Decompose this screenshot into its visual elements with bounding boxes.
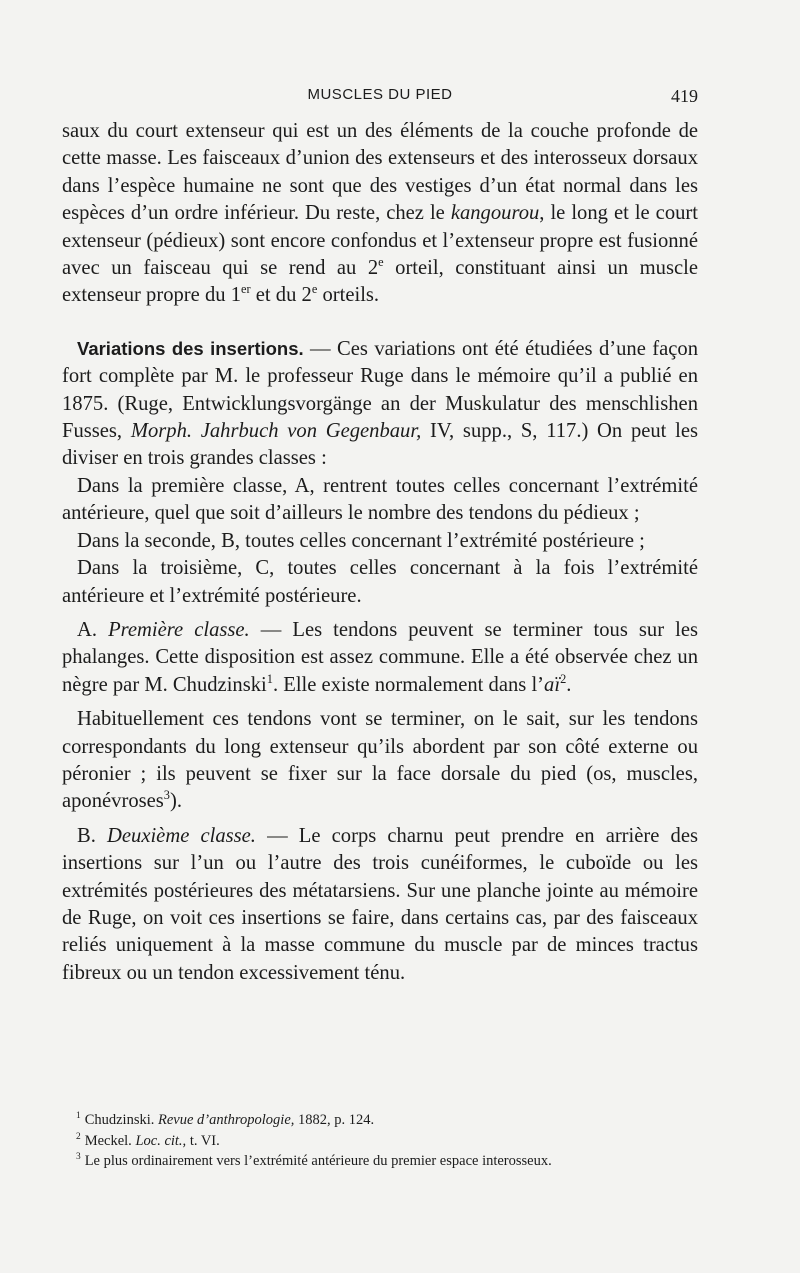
italic-heading: Deuxième classe.: [107, 824, 256, 847]
text-run: — Le corps charnu peut prendre en arrière des insertions sur l’un ou l’autre des trois cunéiformes, le cuboïde ou les extrémités postérieures des métatarsiens. Sur une planche jointe au mémoire de Ruge, on voit ces insertions se faire, dans certains cas, par des faisceaux reliés uniquement à la masse commune du muscle par de minces tractus fibreux ou un tendon excessivement ténu.: [62, 824, 698, 984]
text-run: Le plus ordinairement vers l’extrémité antérieure du premier espace interosseux.: [84, 1153, 552, 1169]
text-run: — Les tendons peuvent se terminer tous sur les phalanges. Cette disposition est assez commune. Elle a été observée chez un nègre par M. Chudzinski: [62, 618, 698, 696]
text-run: Chudzinski.: [84, 1112, 159, 1128]
paragraph-7: [62, 706, 698, 816]
italic-heading: Première classe.: [108, 618, 250, 641]
text-run: t. VI.: [186, 1132, 220, 1149]
italic-citation: Loc. cit.,: [135, 1132, 187, 1149]
superscript: er: [241, 282, 251, 297]
text-run: saux du court extenseur qui est un des éléments de la couche profonde de cette masse. Les faisceaux d’union des extenseurs et des interosseux dorsaux dans l’espèce humaine ne sont que des vestiges d’un état normal dans les espèces d’un ordre inférieur. Du reste, chez le: [62, 120, 698, 225]
text-run: .: [566, 673, 572, 696]
body-text: [62, 118, 698, 987]
text-run: — Ces variations ont été étudiées d’une façon fort complète par M. le professeur Ruge dans le mémoire qu’il a publié en 1875. (Ruge, Entwicklungsvorgänge an der Muskulatur des menschlishen Fusses,: [62, 337, 698, 443]
italic-term: aï: [544, 673, 561, 696]
italic-citation: Revue d’anthropologie,: [158, 1112, 295, 1128]
footnote-3: [76, 1151, 696, 1172]
paragraph-8: [62, 823, 698, 987]
text-run: Habituellement ces tendons vont se terminer, on le sait, sur les tendons correspondants du long extenseur qu’ils abordent par son côté externe ou péronier ; ils peuvent se fixer sur la face dorsale du pied (os, muscles, aponévroses: [62, 708, 698, 813]
paragraph-2: [62, 335, 698, 473]
text-run: , le long et le court extenseur (pédieux) sont encore confondus et l’extenseur propre est fusionné avec un faisceau qui se rend au 2: [62, 202, 698, 280]
footnote-2: [76, 1131, 696, 1152]
page-header: [62, 86, 698, 112]
footnote-mark: 3: [76, 1152, 81, 1163]
running-title: MUSCLES DU PIED: [307, 86, 453, 103]
paragraph-4: Dans la seconde, B, toutes celles concernant l’extrémité postérieure ;: [77, 529, 645, 552]
paragraph-1: [62, 118, 698, 310]
italic-citation: Morph. Jahrbuch von Gegenbaur,: [130, 420, 422, 443]
footnote-1: [76, 1110, 696, 1131]
text-run: A.: [77, 618, 109, 641]
text-run: Meckel.: [84, 1132, 136, 1149]
page-number: 419: [671, 86, 698, 106]
footnote-mark: 2: [76, 1131, 81, 1142]
text-run: orteils.: [317, 284, 380, 307]
paragraph-3: Dans la première classe, A, rentrent toutes celles concernant l’extrémité antérieure, quel que soit d’ailleurs le nombre des tendons du pédieux ;: [62, 474, 698, 525]
text-run: 1882, p. 124.: [294, 1112, 375, 1128]
paragraph-6: [62, 617, 698, 699]
footnote-ref: 3: [163, 788, 170, 803]
footnote-ref: 2: [560, 671, 567, 686]
text-run: orteil, constituant ainsi un muscle extenseur propre du 1: [62, 257, 698, 307]
text-run: et du 2: [250, 284, 312, 307]
superscript: e: [311, 282, 318, 297]
footnote-mark: 1: [76, 1111, 81, 1122]
italic-term: kangourou: [450, 202, 540, 225]
superscript: e: [378, 255, 384, 270]
text-run: B.: [77, 824, 108, 847]
text-run: IV, supp., S, 117.) On peut les diviser en trois grandes classes :: [62, 420, 699, 470]
text-run: ).: [169, 790, 182, 813]
text-run: . Elle existe normalement dans l’: [272, 673, 545, 696]
paragraph-5: Dans la troisième, C, toutes celles concernant à la fois l’extrémité antérieure et l’extrémité postérieure.: [62, 557, 698, 607]
footnote-ref: 1: [266, 671, 273, 686]
footnotes: [76, 1110, 696, 1172]
section-heading: Variations des insertions.: [77, 337, 304, 359]
